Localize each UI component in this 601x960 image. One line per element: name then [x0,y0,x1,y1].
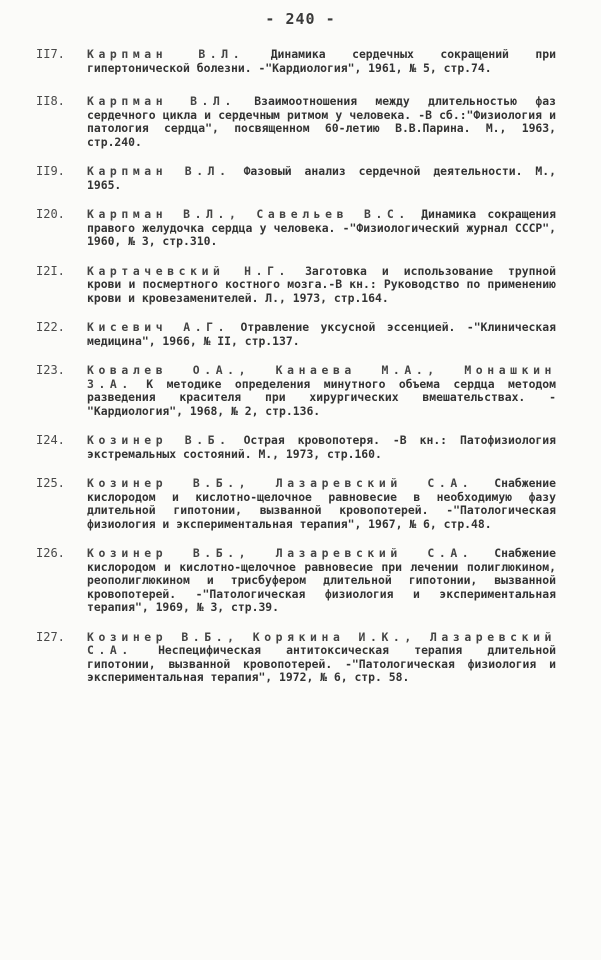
entry-number: I24. [36,433,65,447]
bibliography-entry [36,364,556,418]
entry-number: II8. [36,94,65,108]
entry-body [87,631,556,685]
entry-text: Динамика сокращения правого желудочка сердца у человека. -"Физиологический журнал СССР", 1960, № 3, стр.310. [87,207,556,248]
entry-author: Кисевич А.Г. [87,320,230,334]
entry-number: I26. [36,546,65,560]
entry-text: Фазовый анализ сердечной деятельности. М., 1965. [87,164,557,192]
entry-body [87,165,556,192]
bibliography-entry [36,165,556,192]
entry-number: I23. [36,363,65,377]
entry-number: I27. [36,629,65,644]
entry-body [87,477,556,531]
entry-author: Карпман В.Л., Савельев В.С. [87,207,410,221]
bibliography-list [36,48,556,701]
bibliography-entry [36,547,556,615]
entry-author: Карпман В.Л. [87,164,231,178]
entry-number: II7. [36,47,65,61]
entry-body [87,321,556,348]
entry-body [87,364,556,418]
entry-number: I25. [36,476,65,490]
entry-body [87,547,556,615]
entry-text: Динамика сердечных сокращений при гипертонической болезни. -"Кардиология", 1961, № 5, стр.74. [87,47,557,75]
entry-text: Снабжение кислородом и кислотно-щелочное равновесие в необходимую фазу длительной гипотонии, вызванной кровопотерей. -"Патологическая физиология и экспериментальная терапия", 1967, № 6, стр.48. [87,476,557,531]
entry-text: Острая кровопотеря. -В кн.: Патофизиология экстремальных состояний. М., 1973, стр.160. [87,433,557,461]
bibliography-entry [36,631,556,685]
entry-number: I22. [36,320,65,334]
entry-author: Карпман В.Л. [87,94,236,108]
entry-text: Взаимоотношения между длительностью фаз сердечного цикла и сердечным ритмом у человека. -В сб.:"Физиология и патология сердца", посвященном 60-летию В.В.Парина. М., 1963, стр.240. [87,94,556,149]
entry-author: Козинер В.Б., Лазаревский С.А. [87,546,474,560]
bibliography-entry [36,208,556,249]
entry-text: Неспецифическая антитоксическая терапия длительной гипотонии, вызванной кровопотерей. -"Патологическая физиология и экспериментальная терапия", 1972, № 6, стр. 58. [87,643,557,684]
entry-body [87,95,556,149]
bibliography-entry [36,477,556,531]
bibliography-entry [36,434,556,461]
entry-number: I20. [36,207,65,221]
entry-body [87,434,556,461]
bibliography-entry [36,48,556,75]
entry-author: Ковалев О.А., Канаева М.А., Монашкин З.А. [87,363,556,391]
entry-number: II9. [36,164,65,178]
entry-body [87,208,556,249]
entry-body [87,48,556,75]
bibliography-entry [36,95,556,149]
entry-text: Заготовка и использование трупной крови и посмертного костного мозга.-В кн.: Руководство по применению крови и кровезаменителей. Л., 1973, стр.164. [87,263,557,305]
bibliography-entry [36,265,556,306]
entry-body [87,265,556,306]
entry-text: К методике определения минутного объема сердца методом разведения красителя при хирургических вмешательствах. -"Кардиология", 1968, № 2, стр.136. [87,376,557,418]
entry-author: Картачевский Н.Г. [87,263,290,278]
entry-author: Козинер В.Б., Лазаревский С.А. [87,476,474,490]
entry-author: Карпман В.Л. [87,47,245,61]
entry-text: Отравление уксусной эссенцией. -"Клиническая медицина", 1966, № II, стр.137. [87,320,556,348]
entry-author: Козинер В.Б. [87,433,231,447]
entry-text: Снабжение кислородом и кислотно-щелочное равновесие при лечении полиглюкином, реополиглюкином и трисбуфером длительной гипотонии, вызванной кровопотерей. -"Патологическая физиология и экспериментальная терапия", 1969, № 3, стр.39. [87,546,557,614]
bibliography-entry [36,321,556,348]
page-number: - 240 - [265,10,336,28]
entry-number: I2I. [36,263,65,278]
entry-author: Козинер В.Б., Корякина И.К., Лазаревский С.А. [87,629,556,657]
